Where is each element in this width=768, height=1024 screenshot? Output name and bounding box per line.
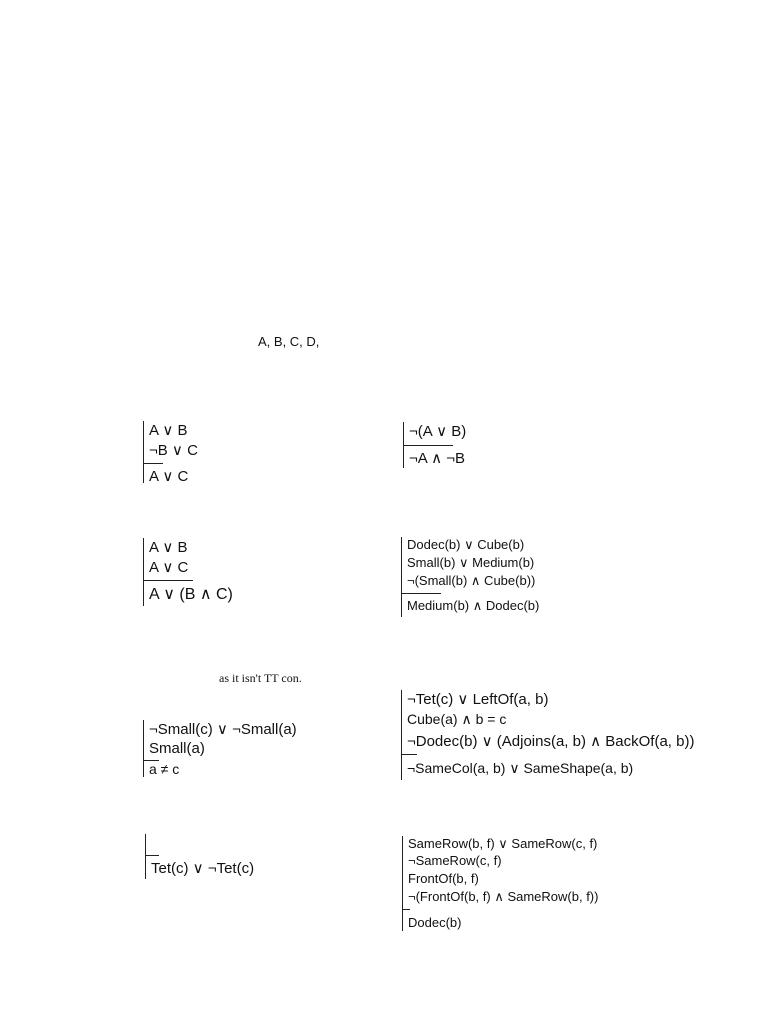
scope-line: [143, 720, 144, 777]
scope-line: [401, 537, 402, 617]
proof-8: [402, 836, 622, 932]
proof-1: [143, 421, 203, 485]
premise: ¬Tet(c) ∨ LeftOf(a, b): [407, 691, 549, 708]
fitch-bar: [143, 580, 193, 581]
conclusion: ¬SameCol(a, b) ∨ SameShape(a, b): [407, 760, 634, 776]
scope-line: [401, 690, 402, 780]
scope-line: [402, 836, 403, 931]
conclusion: ¬A ∧ ¬B: [409, 450, 466, 467]
fitch-bar: [401, 754, 417, 755]
premise: A ∨ C: [149, 559, 189, 576]
conclusion: Tet(c) ∨ ¬Tet(c): [151, 860, 255, 877]
premise: Small(b) ∨ Medium(b): [407, 555, 535, 570]
premise: ¬Dodec(b) ∨ (Adjoins(a, b) ∧ BackOf(a, b)): [407, 733, 695, 750]
note-text: as it isn't TT con.: [219, 671, 302, 685]
proof-5: [143, 720, 313, 778]
premise: ¬(A ∨ B): [409, 423, 467, 440]
premise: A ∨ B: [149, 422, 188, 439]
scope-line: [143, 421, 144, 483]
conclusion: Medium(b) ∧ Dodec(b): [407, 598, 540, 613]
proof-7: [145, 834, 275, 880]
premise: ¬(FrontOf(b, f) ∧ SameRow(b, f)): [408, 889, 599, 904]
fitch-bar: [143, 463, 163, 464]
conclusion: A ∨ C: [149, 468, 189, 485]
fitch-bar: [401, 593, 441, 594]
conclusion: Dodec(b): [408, 915, 462, 930]
premise: Small(a): [149, 740, 205, 757]
conclusion: a ≠ c: [149, 761, 180, 777]
premise: SameRow(b, f) ∨ SameRow(c, f): [408, 836, 598, 851]
premise: FrontOf(b, f): [408, 871, 479, 886]
proof-2: [403, 422, 493, 470]
premise: ¬Small(c) ∨ ¬Small(a): [149, 721, 297, 738]
premise: ¬B ∨ C: [149, 442, 198, 459]
scope-line: [143, 538, 144, 606]
scope-line: [145, 834, 146, 879]
conclusion: A ∨ (B ∧ C): [149, 586, 233, 603]
premise: A ∨ B: [149, 539, 188, 556]
proof-4: [401, 537, 561, 619]
fitch-bar: [403, 445, 453, 446]
proof-6: [401, 690, 701, 782]
proof-3: [143, 538, 243, 608]
premise: Cube(a) ∧ b = c: [407, 711, 507, 727]
premise: Dodec(b) ∨ Cube(b): [407, 537, 525, 552]
fitch-bar: [402, 909, 410, 910]
premise: ¬(Small(b) ∧ Cube(b)): [407, 573, 536, 588]
premise: ¬SameRow(c, f): [408, 853, 502, 868]
fitch-bar: [145, 855, 159, 856]
variables-list: A, B, C, D,: [258, 334, 320, 349]
